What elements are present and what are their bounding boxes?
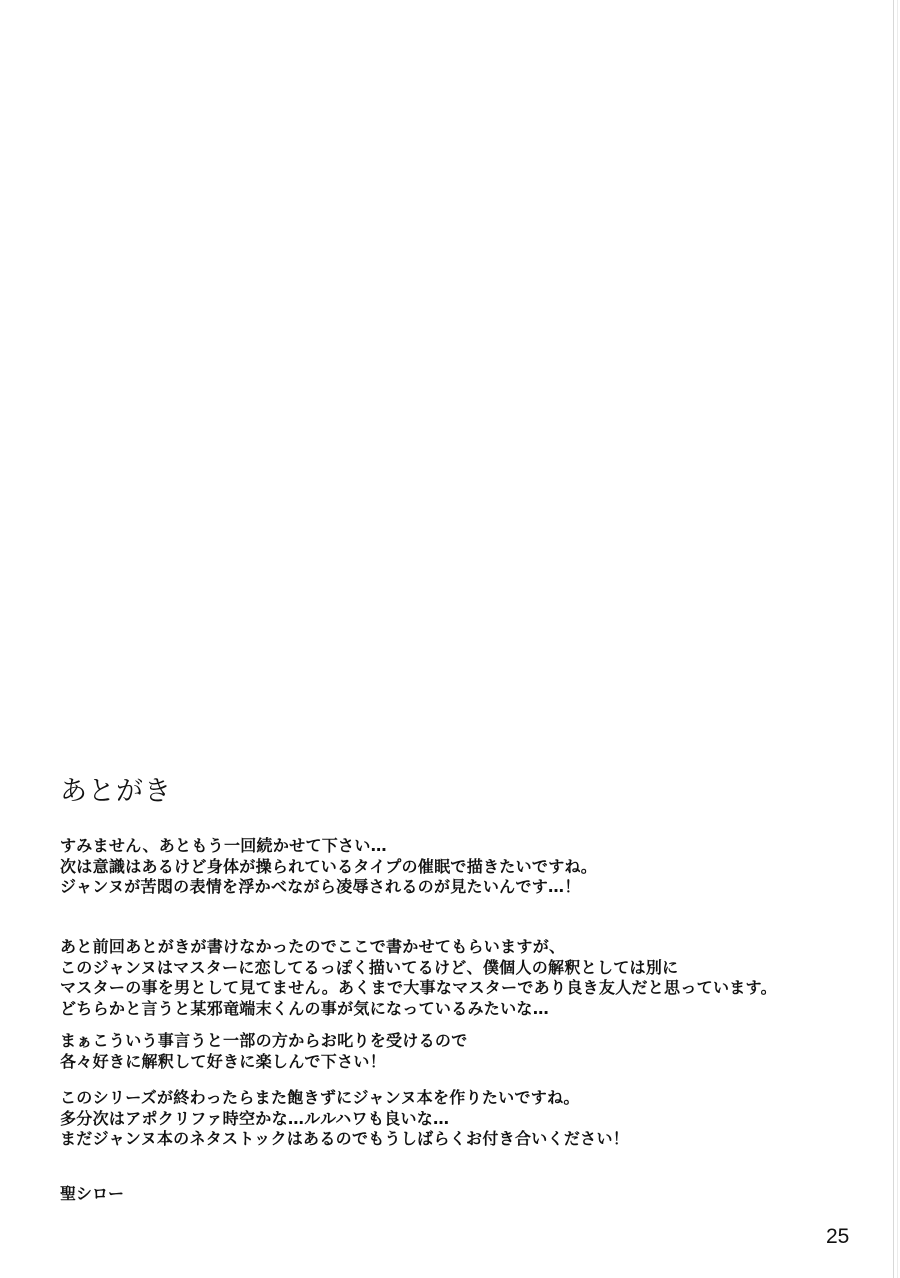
author-signature: 聖シロー	[60, 1184, 125, 1203]
text-line: 各々好きに解釈して好きに楽しんで下さい！	[60, 1051, 387, 1071]
text-line: ジャンヌが苦悶の表情を浮かべながら凌辱されるのが見たいんです…！	[60, 877, 581, 896]
text-line: このジャンヌはマスターに恋してるっぽく描いてるけど、僕個人の解釈としては別に	[60, 957, 679, 977]
afterword-heading: あとがき	[60, 776, 172, 807]
text-line: 多分次はアポクリファ時空かな…ルルハワも良いな…	[60, 1108, 450, 1128]
page-number: 25	[826, 1225, 850, 1248]
text-line: 次は意識はあるけど身体が操られているタイプの催眠で描きたいですね。	[60, 856, 598, 876]
afterword-paragraph-1	[60, 836, 597, 898]
afterword-paragraph-2	[60, 937, 777, 1019]
text-line: まぁこういう事言うと一部の方からお叱りを受けるので	[60, 1031, 468, 1050]
page-edge-line-inner	[897, 0, 898, 1278]
afterword-paragraph-3	[60, 1031, 468, 1072]
text-line: まだジャンヌ本のネタストックはあるのでもうしばらくお付き合いください！	[60, 1129, 630, 1148]
page-edge-line	[893, 0, 894, 1278]
text-line: あと前回あとがきが書けなかったのでここで書かせてもらいますが、	[60, 937, 566, 956]
afterword-paragraph-4	[60, 1088, 629, 1150]
text-line: どちらかと言うと某邪竜端末くんの事が気になっているみたいな…	[60, 998, 550, 1018]
text-line: このシリーズが終わったらまた飽きずにジャンヌ本を作りたいですね。	[60, 1088, 580, 1107]
text-line: すみません、あともう一回続かせて下さい…	[60, 836, 387, 855]
text-line: マスターの事を男として見てません。あくまで大事なマスターであり良き友人だと思っています。	[60, 978, 777, 997]
